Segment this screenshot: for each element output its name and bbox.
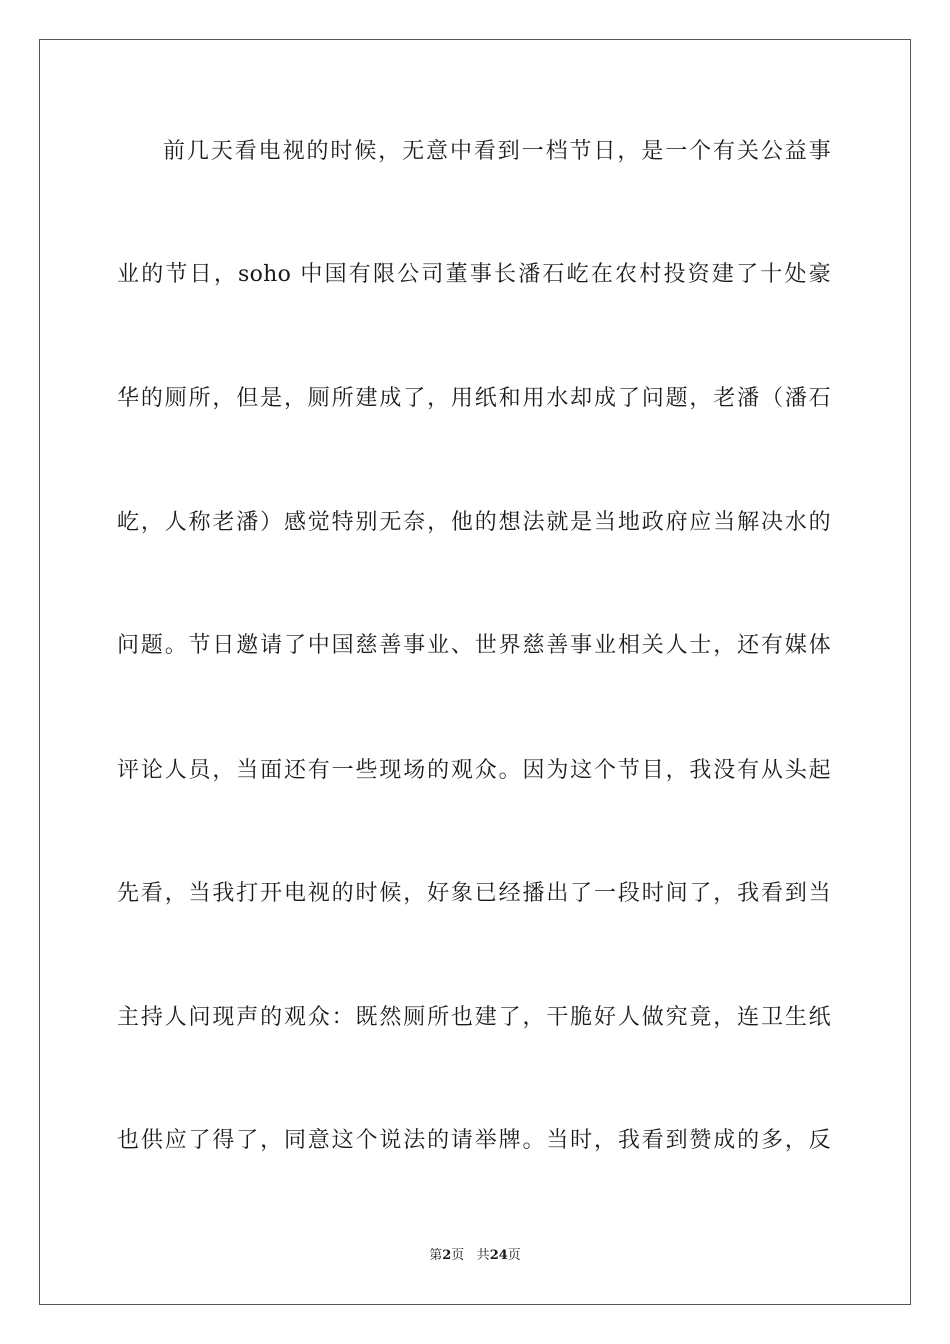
text-line-4: 屹，人称老潘）感觉特别无奈，他的想法就是当地政府应当解决水的 <box>117 510 831 535</box>
page-suffix: 页 <box>451 1248 465 1263</box>
page-number: 2 <box>442 1248 452 1263</box>
page-prefix: 第 <box>429 1248 443 1263</box>
text-line-1: 前几天看电视的时候，无意中看到一档节日，是一个有关公益事 <box>163 139 831 164</box>
text-line-9: 也供应了得了，同意这个说法的请举牌。当时，我看到赞成的多，反 <box>117 1128 831 1153</box>
total-suffix: 页 <box>507 1248 521 1263</box>
text-line-5: 问题。节日邀请了中国慈善事业、世界慈善事业相关人士，还有媒体 <box>117 633 831 658</box>
text-line-3: 华的厕所，但是，厕所建成了，用纸和用水却成了问题，老潘（潘石 <box>117 386 831 411</box>
total-pages: 24 <box>489 1248 508 1263</box>
text-line-8: 主持人问现声的观众：既然厕所也建了，干脆好人做究竟，连卫生纸 <box>117 1005 831 1030</box>
text-line-2: 业的节日，soho 中国有限公司董事长潘石屹在农村投资建了十处豪 <box>117 262 831 287</box>
total-prefix: 共 <box>476 1248 490 1263</box>
text-line-6: 评论人员，当面还有一些现场的观众。因为这个节目，我没有从头起 <box>117 758 831 783</box>
text-line-7: 先看，当我打开电视的时候，好象已经播出了一段时间了，我看到当 <box>117 881 831 906</box>
page-footer <box>0 1247 950 1265</box>
page-border <box>39 39 911 1305</box>
